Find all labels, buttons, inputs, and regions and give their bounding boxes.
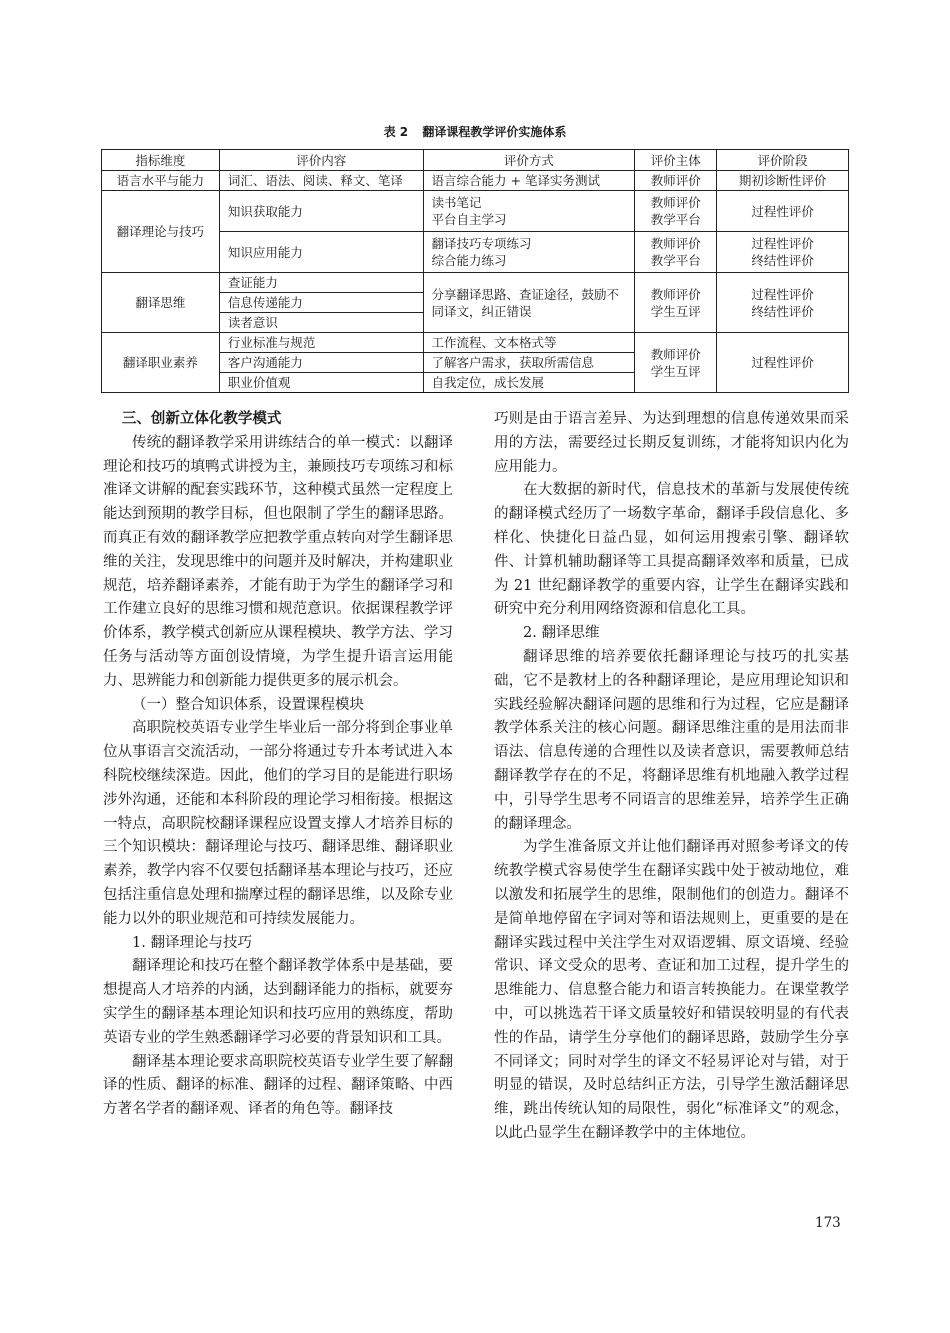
header-cell: 评价方式 (423, 150, 635, 171)
table-caption (100, 123, 850, 140)
method-cell: 语言综合能力 + 笔译实务测试 (423, 171, 635, 191)
stage-line: 过程性评价 (751, 236, 814, 251)
stage-cell: 过程性评价 (717, 191, 849, 232)
method-cell (423, 191, 635, 232)
stage-line: 过程性评价 (751, 286, 814, 302)
subject-line: 教学平台 (650, 253, 701, 268)
paragraph: 传统的翻译教学采用讲练结合的单一模式：以翻译理论和技巧的填鸭式讲授为主，兼顾技巧专项练习和标准译文讲解的配套实践环节，这种模式虽然一定程度上能达到预期的教学目标，但也限制了学生的翻译思路。而真正有效的翻译教学应把教学重点转向对学生翻译思维的关注，发现思维中的问题并及时解决，并构建职业规范，培养翻译素养，才能有助于为学生的翻译学习和工作建立良好的思维习惯和规范意识。依据课程教学评价体系，教学模式创新应从课程模块、教学方法、学习任务与活动等方面创设情境，为学生提升语言运用能力、思辨能力和创新能力提供更多的展示机会。 (103, 434, 453, 689)
content-cell: 知识应用能力 (219, 232, 423, 273)
table-title: 翻译课程教学评价实施体系 (422, 125, 567, 139)
stage-cell (717, 273, 849, 333)
paragraph: 高职院校英语专业学生毕业后一部分将到企事业单位从事语言交流活动，一部分将通过专升本考试进入本科院校继续深造。因此，他们的学习目的是能进行职场涉外沟通，还能和本科阶段的理论学习相衔接。根据这一特点，高职院校翻译课程应设置支撑人才培养目标的三个知识模块：翻译理论与技巧、翻译思维、翻译职业素养，教学内容不仅要包括翻译基本理论与技巧，还应包括注重信息处理和揣摩过程的翻译思维，以及除专业能力以外的职业规范和可持续发展能力。 (103, 720, 453, 927)
table-header-row (102, 150, 849, 171)
content-cell: 信息传递能力 (219, 293, 423, 313)
left-column (103, 408, 453, 1122)
content-cell: 查证能力 (219, 273, 423, 293)
table-row (102, 333, 849, 353)
header-cell: 指标维度 (102, 150, 220, 171)
item-heading: 1. 翻译理论与技巧 (132, 934, 252, 951)
section-heading: 三、创新立体化教学模式 (121, 411, 282, 427)
method-cell: 了解客户需求，获取所需信息 (423, 353, 635, 373)
table-label: 表 2 (383, 125, 409, 139)
right-column (494, 408, 849, 1146)
subject-cell (635, 191, 717, 232)
dimension-cell: 翻译理论与技巧 (102, 191, 220, 273)
paragraph: 在大数据的新时代，信息技术的革新与发展使传统的翻译模式经历了一场数字革命，翻译手段信息化、多样化、快捷化日益凸显，如何运用搜索引擎、翻译软件、计算机辅助翻译等工具提高翻译效率和质量，已成为 21 世纪翻译教学的重要内容，让学生在翻译实践和研究中充分利用网络资源和信息化工具。 (494, 482, 849, 618)
stage-line: 终结性评价 (751, 303, 814, 319)
table-row (102, 273, 849, 293)
page-number: 173 (815, 1215, 841, 1231)
paragraph: 翻译理论和技巧在整个翻译教学体系中是基础，要想提高人才培养的内涵，达到翻译能力的指标，就要夯实学生的翻译基本理论知识和技巧应用的熟练度，帮助英语专业的学生熟悉翻译学习必要的背景知识和工具。 (103, 958, 453, 1046)
table-row (102, 191, 849, 232)
dimension-cell: 翻译职业素养 (102, 333, 220, 393)
subject-cell (635, 273, 717, 333)
content-cell: 读者意识 (219, 313, 423, 333)
paragraph: 翻译基本理论要求高职院校英语专业学生要了解翻译的性质、翻译的标准、翻译的过程、翻译策略、中西方著名学者的翻译观、译者的角色等。翻译技 (103, 1053, 453, 1118)
paragraph: 巧则是由于语言差异、为达到理想的信息传递效果而采用的方法，需要经过长期反复训练，才能将知识内化为应用能力。 (494, 411, 849, 475)
subject-cell (635, 232, 717, 273)
method-line: 平台自主学习 (431, 212, 507, 227)
method-line: 翻译技巧专项练习 (431, 236, 532, 251)
content-cell: 词汇、语法、阅读、释文、笔译 (219, 171, 423, 191)
subject-line: 教师评价 (650, 346, 701, 362)
method-cell: 自我定位，成长发展 (423, 373, 635, 393)
content-cell: 客户沟通能力 (219, 353, 423, 373)
subject-line: 教师评价 (650, 236, 701, 251)
header-cell: 评价阶段 (717, 150, 849, 171)
method-line: 综合能力练习 (431, 253, 507, 268)
subject-cell (635, 333, 717, 393)
header-cell: 评价内容 (219, 150, 423, 171)
method-cell (423, 232, 635, 273)
subject-line: 教师评价 (650, 195, 701, 210)
subject-line: 学生互评 (650, 303, 701, 319)
stage-cell: 过程性评价 (717, 333, 849, 393)
table-row (102, 171, 849, 191)
item-heading: 2. 翻译思维 (523, 625, 600, 642)
dimension-cell: 语言水平与能力 (102, 171, 220, 191)
stage-cell: 期初诊断性评价 (717, 171, 849, 191)
subject-cell: 教师评价 (635, 171, 717, 191)
method-cell: 分享翻译思路、查证途径，鼓励不同译文，纠正错误 (423, 273, 635, 333)
method-line: 读书笔记 (431, 195, 482, 210)
subject-line: 学生互评 (650, 363, 701, 379)
paragraph: 为学生准备原文并让他们翻译再对照参考译文的传统教学模式容易使学生在翻译实践中处于被动地位，难以激发和拓展学生的思维，限制他们的创造力。翻译不是简单地停留在字词对等和语法规则上，更重要的是在翻译实践过程中关注学生对双语逻辑、原文语境、经验常识、译文受众的思考、查证和加工过程，提升学生的思维能力、信息整合能力和语言转换能力。在课堂教学中，可以挑选若干译文质量较好和错误较明显的有代表性的作品，请学生分享他们的翻译思路，鼓励学生分享不同译文；同时对学生的译文不轻易评论对与错，对于明显的错误，及时总结纠正方法，引导学生激活翻译思维，跳出传统认知的局限性，弱化“标准译文”的观念，以此凸显学生在翻译教学中的主体地位。 (494, 839, 849, 1141)
subheading: （一）整合知识体系，设置课程模块 (132, 696, 364, 713)
stage-line: 终结性评价 (751, 253, 814, 268)
evaluation-table (101, 149, 849, 393)
subject-line: 教学平台 (650, 212, 701, 227)
content-cell: 职业价值观 (219, 373, 423, 393)
method-cell: 工作流程、文本格式等 (423, 333, 635, 353)
content-cell: 行业标准与规范 (219, 333, 423, 353)
stage-cell (717, 232, 849, 273)
subject-line: 教师评价 (650, 286, 701, 302)
dimension-cell: 翻译思维 (102, 273, 220, 333)
content-cell: 知识获取能力 (219, 191, 423, 232)
paragraph: 翻译思维的培养要依托翻译理论与技巧的扎实基础，它不是教材上的各种翻译理论，是应用理论知识和实践经验解决翻译问题的思维和行为过程，它应是翻译教学体系关注的核心问题。翻译思维注重的是用法而非语法、信息传递的合理性以及读者意识，需要教师总结翻译教学存在的不足，将翻译思维有机地融入教学过程中，引导学生思考不同语言的思维差异，培养学生正确的翻译理念。 (494, 648, 849, 832)
header-cell: 评价主体 (635, 150, 717, 171)
